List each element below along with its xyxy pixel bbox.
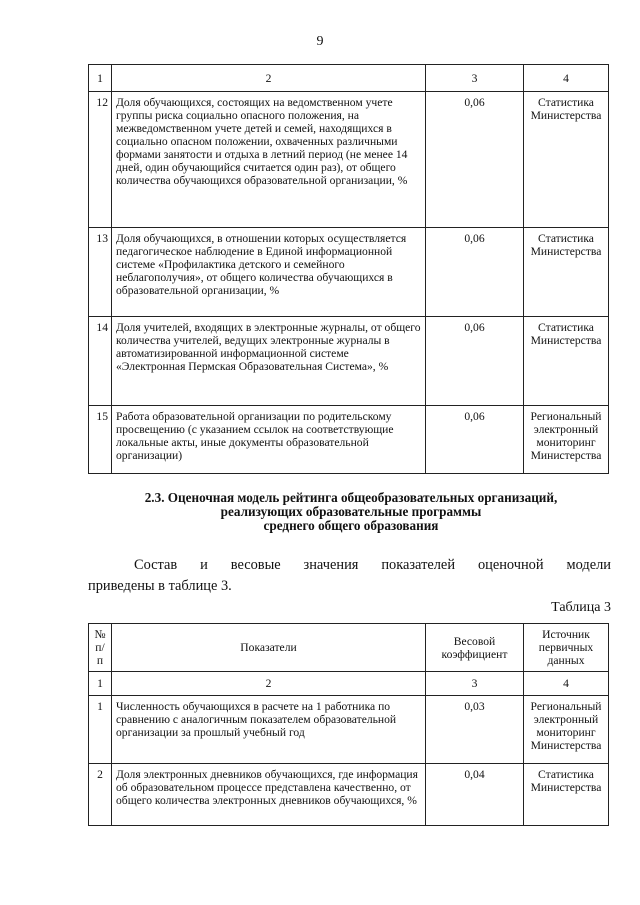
body-paragraph (88, 555, 611, 597)
row-number: 1 (89, 696, 112, 764)
weight-value: 0,06 (426, 317, 524, 406)
weight-value: 0,03 (426, 696, 524, 764)
data-source: Статистика Министерства (524, 92, 609, 228)
section-heading (88, 491, 614, 533)
index-cell: 4 (524, 672, 609, 696)
header-num: № п/п (89, 624, 112, 672)
body-line: приведены в таблице 3. (88, 578, 232, 594)
body-word: показателей (381, 557, 456, 573)
index-cell: 4 (524, 65, 609, 92)
index-cell: 2 (112, 672, 426, 696)
table-row (89, 317, 609, 406)
indicator-text: Доля обучающихся, состоящих на ведомственном учете группы риска социально опасного положения, на межведомственном учете детей и семей, находящихся в социально опасном положении, охваченных различными формами занятости и отдыха в летний период (не менее 14 дней, один обучающийся считается один раз), от общего количества обучающихся образовательной организации, % (112, 92, 426, 228)
body-word: оценочной (477, 557, 544, 573)
body-word: значения (303, 557, 359, 573)
data-source: Статистика Министерства (524, 317, 609, 406)
section-heading-line: реализующих образовательные программы (220, 504, 482, 519)
weight-value: 0,04 (426, 764, 524, 826)
page-number: 9 (316, 34, 324, 49)
table-row (89, 764, 609, 826)
row-number: 14 (89, 317, 112, 406)
table-caption: Таблица 3 (551, 600, 611, 615)
indicator-text: Доля электронных дневников обучающихся, где информация об образовательном процессе представлена качественно, от общего количества электронных дневников обучающихся, % (112, 764, 426, 826)
data-source: Региональный электронный мониторинг Министерства (524, 406, 609, 474)
table-3 (88, 623, 609, 826)
indicator-text: Численность обучающихся в расчете на 1 работника по сравнению с аналогичным показателем образовательной организации за прошлый учебный год (112, 696, 426, 764)
indicator-text: Доля обучающихся, в отношении которых осуществляется педагогическое наблюдение в Единой информационной системе «Профилактика детского и семейного неблагополучия», от общего количества обучающихся в образовательной организации, % (112, 228, 426, 317)
header-indicator: Показатели (112, 624, 426, 672)
section-heading-line: 2.3. Оценочная модель рейтинга общеобразовательных организаций, (144, 490, 558, 505)
table-index-row (89, 672, 609, 696)
data-source: Статистика Министерства (524, 228, 609, 317)
body-word: и (200, 557, 208, 573)
weight-value: 0,06 (426, 406, 524, 474)
weight-value: 0,06 (426, 228, 524, 317)
table-row (89, 406, 609, 474)
header-source: Источник первичных данных (524, 624, 609, 672)
index-cell: 1 (89, 65, 112, 92)
row-number: 2 (89, 764, 112, 826)
index-cell: 3 (426, 65, 524, 92)
index-cell: 2 (112, 65, 426, 92)
header-weight: Весовой коэффициент (426, 624, 524, 672)
table-header-row (89, 624, 609, 672)
body-word: весовые (230, 557, 281, 573)
index-cell: 3 (426, 672, 524, 696)
body-line (88, 555, 611, 576)
body-word: Состав (134, 557, 178, 573)
section-heading-line: среднего общего образования (263, 518, 439, 533)
indicator-text: Работа образовательной организации по родительскому просвещению (с указанием ссылок на соответствующие локальные акты, иные документы образовательной организации) (112, 406, 426, 474)
row-number: 13 (89, 228, 112, 317)
table-row (89, 696, 609, 764)
body-word: модели (566, 557, 611, 573)
table-index-row (89, 65, 609, 92)
data-source: Статистика Министерства (524, 764, 609, 826)
table-row (89, 228, 609, 317)
table-row (89, 92, 609, 228)
row-number: 12 (89, 92, 112, 228)
indicator-text: Доля учителей, входящих в электронные журналы, от общего количества учителей, ведущих электронные журналы в автоматизированной информационной системе «Электронная Пермская Образовательная Система», % (112, 317, 426, 406)
index-cell: 1 (89, 672, 112, 696)
row-number: 15 (89, 406, 112, 474)
data-source: Региональный электронный мониторинг Министерства (524, 696, 609, 764)
weight-value: 0,06 (426, 92, 524, 228)
indicators-table-continued (88, 64, 609, 474)
